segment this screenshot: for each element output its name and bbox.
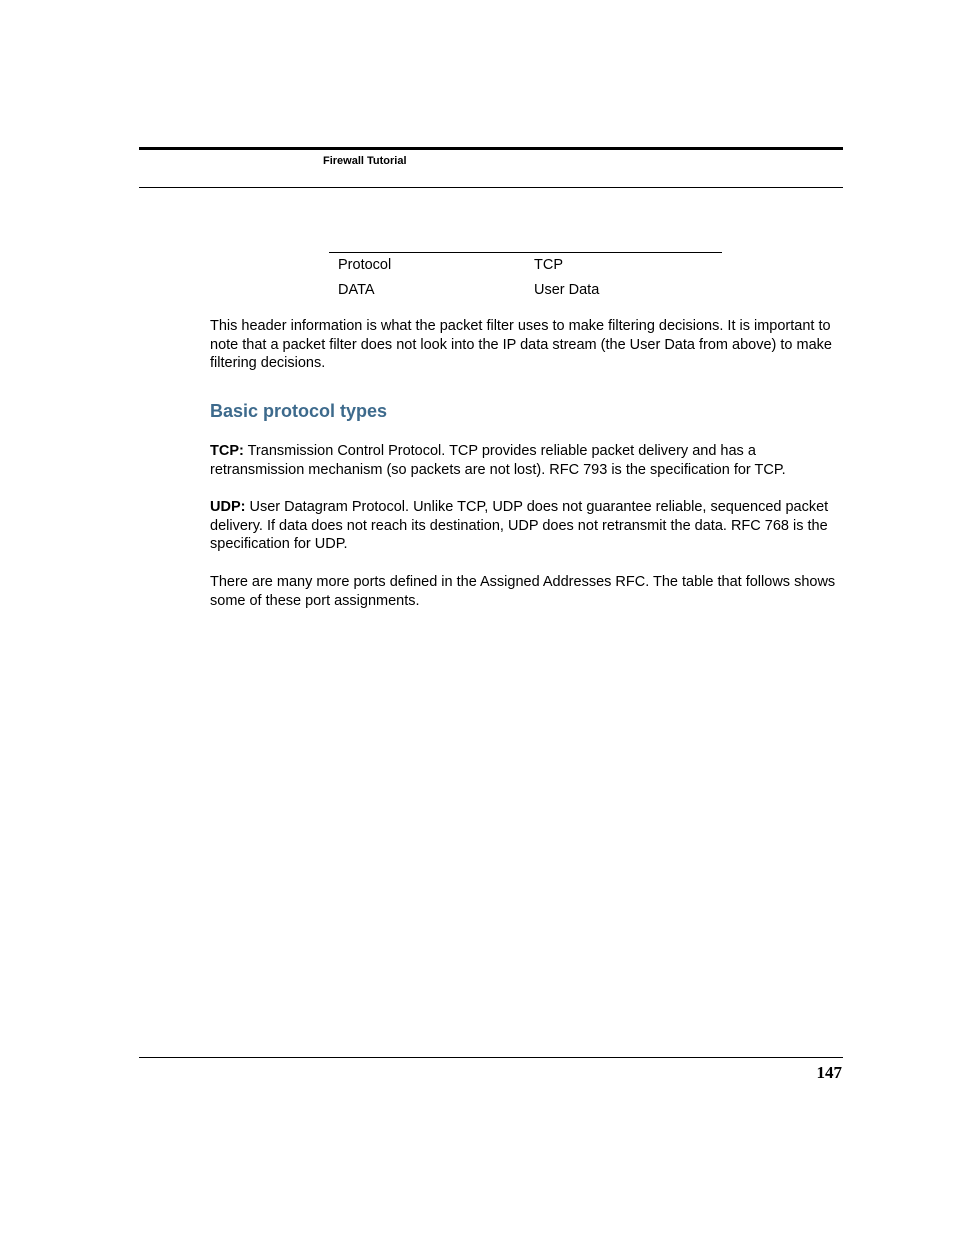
running-header-title: Firewall Tutorial	[323, 155, 407, 167]
table-cell-value: User Data	[534, 282, 600, 298]
ip-header-table	[329, 252, 722, 306]
page-number: 147	[816, 1063, 842, 1082]
footer-rule	[139, 1057, 843, 1058]
intro-paragraph: This header information is what the packet filter uses to make filtering decisions. It is important to note that a packet filter does not look into the IP data stream (the User Data from above) to make filtering decisions.	[210, 318, 832, 371]
tcp-description: Transmission Control Protocol. TCP provides reliable packet delivery and has a retransmission mechanism (so packets are not lost). RFC 793 is the specification for TCP.	[210, 443, 786, 478]
udp-term: UDP:	[210, 499, 246, 515]
table-cell-field: DATA	[338, 282, 375, 298]
table-row	[329, 281, 722, 306]
table-cell-value: TCP	[534, 257, 563, 273]
tcp-paragraph	[210, 442, 840, 479]
udp-paragraph	[210, 498, 840, 554]
header-bottom-rule	[139, 187, 843, 188]
table-cell-field: Protocol	[338, 257, 392, 273]
header-top-rule	[139, 147, 843, 150]
section-heading: Basic protocol types	[210, 401, 388, 421]
udp-description: User Datagram Protocol. Unlike TCP, UDP does not guarantee reliable, sequenced packet delivery. If data does not reach its destination, UDP does not retransmit the data. RFC 768 is the specification for UDP.	[210, 499, 829, 552]
table-row	[329, 256, 722, 281]
tcp-term: TCP:	[210, 443, 244, 459]
ports-paragraph: There are many more ports defined in the Assigned Addresses RFC. The table that follows shows some of these port assignments.	[210, 574, 836, 609]
